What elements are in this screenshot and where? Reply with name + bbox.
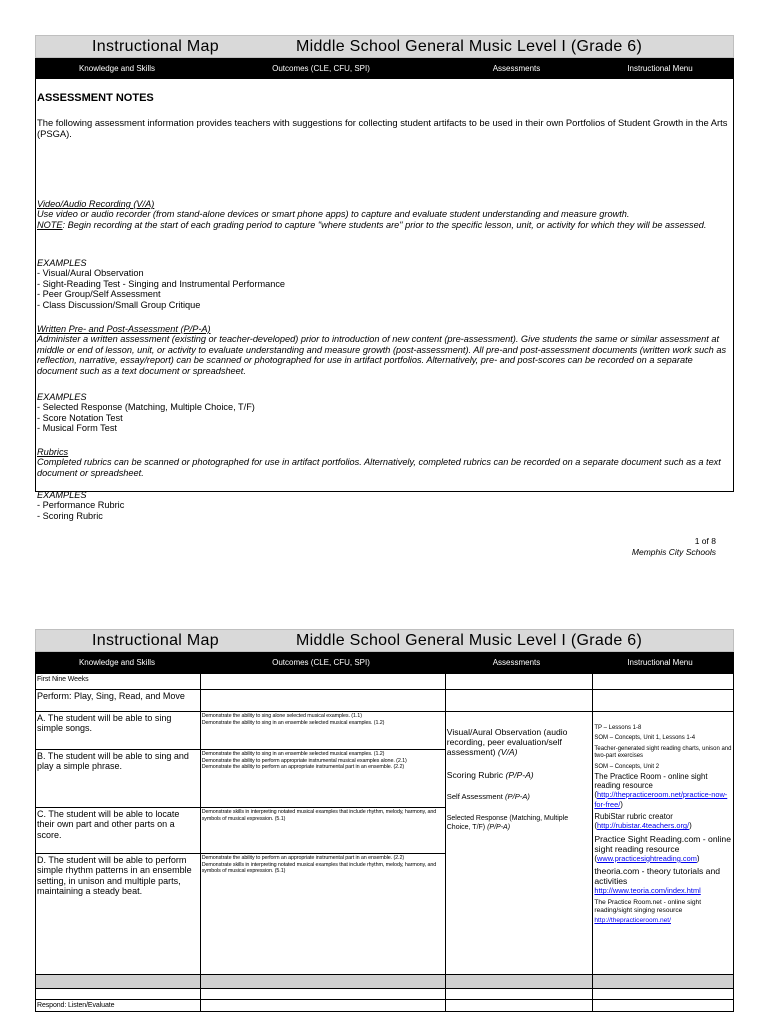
rubrics-section (37, 447, 729, 478)
skill-cell: C. The student will be able to locate their own part and other parts on a score. (36, 808, 201, 854)
title-bar (35, 629, 734, 652)
col-knowledge: Knowledge and Skills (78, 64, 156, 73)
assessment-item: Selected Response (Matching, Multiple Choice, T/F) (P/P-A) (446, 815, 569, 831)
example-item: - Selected Response (Matching, Multiple Choice, T/F) (37, 402, 255, 413)
va-heading: Video/Audio Recording (V/A) (37, 199, 155, 209)
ppa-heading: Written Pre- and Post-Assessment (P/P-A) (37, 324, 211, 334)
example-item: - Visual/Aural Observation (37, 268, 144, 279)
course-title: Middle School General Music Level I (Grade 6) (296, 37, 643, 55)
outcome-line: Demonstrate the ability to sing in an ensemble selected musical examples. (1.2) (201, 751, 385, 757)
outcome-line: Demonstrate the ability to sing in an ensemble selected musical examples. (1.2) (201, 719, 385, 726)
menu-item: SOM – Concepts, Unit 1, Lessons 1-4 (594, 735, 696, 742)
organization: Memphis City Schools (631, 547, 716, 557)
ppa-text: Administer a written assessment (existing or teacher-developed) prior to introduction of new content (pre-assessment). Give students the same or similar assessment at middle or end of lesson, unit, or activity to evaluate understanding and measure growth (post-assessment). All pre-and post-assessment documents (written work such as reflection, narrative, essay/report) can be scanned or photographed for use in artifact portfolios. Alternatively, pre- and post-scores can be recorded on a separate document such as a text document or spreadsheet. (37, 334, 727, 376)
col-assessments: Assessments (492, 658, 541, 667)
examples-label: EXAMPLES (37, 258, 87, 268)
menu-item: TP – Lessons 1-8 (594, 725, 642, 731)
map-title: Instructional Map (92, 631, 219, 649)
assessment-notes-box (35, 79, 734, 521)
table-row (36, 989, 734, 1000)
section-title: ASSESSMENT NOTES (37, 92, 154, 104)
practice-room-link[interactable]: http://thepracticeroom.net/practice-now-for-free/ (594, 790, 728, 809)
assessments-cell (445, 712, 593, 975)
col-outcomes: Outcomes (CLE, CFU, SPI) (272, 658, 370, 667)
skill-cell: A. The student will be able to sing simple songs. (36, 712, 201, 750)
menu-item: theoria.com - theory tutorials and activities (594, 866, 720, 887)
outcome-cell (200, 854, 445, 975)
menu-item: SOM – Concepts, Unit 2 (594, 763, 660, 770)
table-row (36, 690, 734, 712)
course-title: Middle School General Music Level I (Grade 6) (296, 631, 643, 649)
page-2 (35, 629, 734, 1012)
strand-cell: Respond: Listen/Evaluate (36, 1000, 201, 1012)
menu-item: Teacher-generated sight reading charts, unison and two-part exercises (594, 745, 732, 760)
menu-cell: TP – Lessons 1-8 SOM – Concepts, Unit 1, Lessons 1-4 Teacher-generated sight reading charts, unison and two-part exercises SOM – Concepts, Unit 2 The Practice Room - online sight reading resource (http://thepracticeroom.net/practice-now-for-free/) RubiStar rubric creator (http://rubistar.4teachers.org/) Practice Sight Reading.com - online sight reading resource (www.practicesightreading.com) theoria.com - theory tutorials and activities http://www.teoria.com/index.html The Practice Room.net - online sight reading/sight singing resource http://thepracticeroom.net/ (593, 712, 734, 975)
sight-reading-link[interactable]: www.practicesightreading.com (597, 853, 697, 863)
table-row (36, 712, 734, 750)
menu-item: The Practice Room - online sight reading resource (594, 772, 708, 791)
skill-cell: D. The student will be able to perform simple rhythm patterns in an ensemble setting, in unison and multiple parts, maintaining a steady beat. (36, 854, 201, 975)
outcome-cell (200, 712, 445, 750)
teoria-link[interactable]: http://www.teoria.com/index.html (594, 886, 701, 896)
outcome-cell (200, 750, 445, 808)
rubrics-examples (37, 490, 729, 521)
table-row (36, 1000, 734, 1012)
period-cell: First Nine Weeks (36, 674, 201, 690)
example-item: - Score Notation Test (37, 412, 123, 423)
assessment-item: Scoring Rubric (P/P-A) (446, 770, 534, 780)
example-item: - Sight-Reading Test - Singing and Instrumental Performance (37, 278, 286, 289)
col-menu: Instructional Menu (627, 658, 693, 667)
rubistar-link[interactable]: http://rubistar.4teachers.org/ (597, 821, 690, 831)
title-bar (35, 35, 734, 58)
example-item: - Scoring Rubric (37, 510, 103, 521)
example-item: - Performance Rubric (37, 500, 125, 511)
menu-item: The Practice Room.net - online sight reading/sight singing resource (594, 899, 702, 914)
page-1 (35, 35, 734, 557)
intro-text: The following assessment information provides teachers with suggestions for collecting student artifacts to be used in their own Portfolios of Student Growth in the Arts (PSGA). (37, 117, 728, 139)
ppa-examples (37, 392, 729, 434)
column-header-bar (35, 652, 734, 673)
table-row (36, 975, 734, 989)
outcome-line: Demonstrate the ability to perform an appropriate instrumental part in an ensemble. (2.2) (201, 764, 405, 771)
note-text: : Begin recording at the start of each grading period to capture "where students are" prior to the specific lesson, unit, or activity for which they will be assessed. (62, 219, 707, 230)
example-item: - Musical Form Test (37, 423, 117, 434)
outcome-cell (200, 808, 445, 854)
menu-item: Practice Sight Reading.com - online sight reading resource (594, 833, 731, 854)
page-number: 1 of 8 (694, 536, 716, 546)
outcome-line: Demonstrate the ability to perform an appropriate instrumental part in an ensemble. (2.2) (201, 855, 405, 861)
col-outcomes: Outcomes (CLE, CFU, SPI) (272, 64, 370, 73)
assessment-item: Visual/Aural Observation (audio recording, peer evaluation/self assessment) (V/A) (446, 727, 568, 757)
col-menu: Instructional Menu (627, 64, 693, 73)
example-item: - Class Discussion/Small Group Critique (37, 299, 201, 310)
examples-label: EXAMPLES (37, 490, 87, 500)
col-knowledge: Knowledge and Skills (78, 658, 156, 667)
outcome-line: Demonstrate the ability to perform appropriate instrumental musical examples alone. (2.1) (201, 757, 407, 764)
outcome-line: Demonstrate the ability to sing alone selected musical examples. (1.1) (201, 713, 362, 719)
examples-label: EXAMPLES (37, 392, 87, 402)
strand-cell: Perform: Play, Sing, Read, and Move (36, 690, 201, 712)
map-title: Instructional Map (92, 37, 219, 55)
va-examples (37, 258, 729, 310)
va-note (37, 220, 729, 230)
table-row (36, 674, 734, 690)
note-label: NOTE (37, 219, 63, 230)
practice-room-net-link[interactable]: http://thepracticeroom.net/ (594, 917, 671, 924)
va-section (37, 199, 729, 230)
ppa-section (37, 324, 729, 376)
va-text: Use video or audio recorder (from stand-alone devices or smart phone apps) to capture and evaluate student understanding and measure growth. (37, 209, 630, 220)
outcome-line: Demonstrate skills in interpreting notated musical examples that include rhythm, melody, harmony, and symbols of musical expression. (5.1) (201, 809, 437, 822)
rubrics-text: Completed rubrics can be scanned or photographed for use in artifact portfolios. Alternatively, completed rubrics can be recorded on a separate document such as a text document or spreadsheet. (37, 457, 721, 478)
assessment-item: Self Assessment (P/P-A) (446, 792, 530, 801)
instructional-table (35, 673, 734, 1012)
example-item: - Peer Group/Self Assessment (37, 289, 161, 300)
menu-item: RubiStar rubric creator (594, 812, 673, 822)
rubrics-heading: Rubrics (37, 447, 69, 457)
column-header-bar (35, 58, 734, 79)
col-assessments: Assessments (492, 64, 541, 73)
skill-cell: B. The student will be able to sing and play a simple phrase. (36, 750, 201, 808)
outcome-line: Demonstrate skills in interpreting notated musical examples that include rhythm, melody, harmony, and symbols of musical expression. (5.1) (201, 861, 437, 875)
page-footer (632, 536, 716, 558)
